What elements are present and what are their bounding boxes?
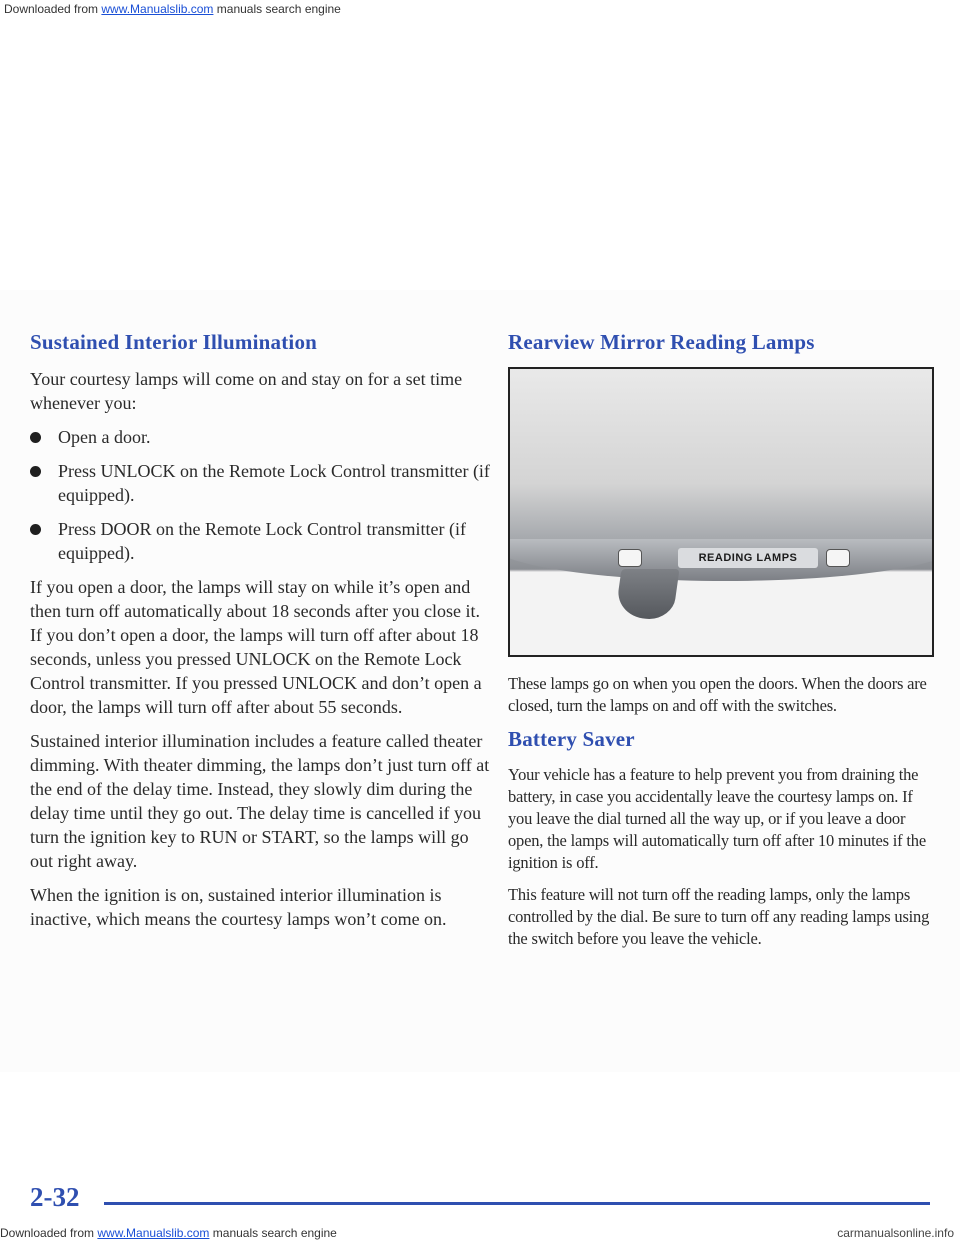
bullet-icon — [30, 466, 41, 477]
list-item: Press UNLOCK on the Remote Lock Control transmitter (if equipped). — [30, 459, 490, 507]
banner-suffix: manuals search engine — [209, 1226, 337, 1240]
manualslib-link[interactable]: www.Manualslib.com — [97, 1226, 210, 1240]
intro-paragraph: Your courtesy lamps will come on and stay on for a set time whenever you: — [30, 369, 463, 413]
bullet-list — [30, 425, 490, 565]
mirror-stem — [614, 569, 679, 619]
list-item: Open a door. — [30, 425, 490, 449]
section-heading-sustained-illumination: Sustained Interior Illumination — [30, 330, 318, 354]
list-item: Press DOOR on the Remote Lock Control transmitter (if equipped). — [30, 517, 490, 565]
body-paragraph: If you open a door, the lamps will stay on while it’s open and then turn off automatically about 18 seconds after you close it. If you don’t open a door, the lamps will turn off after about 18 seconds, unless you pressed UNLOCK on the Remote Lock Control transmitter. If you pressed UNLOCK and don’t open a door, the lamps will turn off after about 55 seconds. — [30, 577, 482, 717]
download-banner — [0, 0, 960, 22]
watermark: carmanualsonline.info — [837, 1226, 954, 1240]
right-column — [508, 330, 938, 960]
body-paragraph: Sustained interior illumination includes a feature called theater dimming. With theater dimming, the lamps don’t just turn off at the end of the delay time. Instead, they slowly dim during the delay time until they go out. The delay time is cancelled if you turn the ignition key to RUN or START, so the lamps will go out right away. — [30, 731, 490, 871]
body-paragraph: When the ignition is on, sustained interior illumination is inactive, which means the courtesy lamps won’t come on. — [30, 885, 447, 929]
reading-lamp-left-icon — [618, 549, 642, 567]
page-number: 2-32 — [30, 1182, 80, 1212]
bullet-icon — [30, 524, 41, 535]
manualslib-link[interactable]: www.Manualslib.com — [101, 2, 214, 16]
bullet-icon — [30, 432, 41, 443]
reading-lamp-right-icon — [826, 549, 850, 567]
manual-page — [0, 290, 960, 1212]
page-footer — [0, 1180, 960, 1220]
banner-prefix: Downloaded from — [0, 1226, 98, 1240]
section-heading-rearview-mirror-lamps: Rearview Mirror Reading Lamps — [508, 330, 815, 354]
body-paragraph: Your vehicle has a feature to help prevent you from draining the battery, in case you accidentally leave the courtesy lamps on. If you leave the dial turned all the way up, or if you leave a door open, the lamps will automatically turn off after 10 minutes if the ignition is off. — [508, 765, 926, 872]
left-column — [30, 330, 490, 941]
body-paragraph: This feature will not turn off the reading lamps, only the lamps controlled by the dial. Be sure to turn off any reading lamps using the switch before you leave the vehicle. — [508, 885, 930, 948]
footer-rule — [104, 1202, 930, 1205]
section-heading-battery-saver: Battery Saver — [508, 727, 635, 751]
banner-suffix: manuals search engine — [213, 2, 341, 16]
banner-prefix: Downloaded from — [4, 2, 102, 16]
mirror-reading-lamps-photo — [508, 367, 934, 657]
body-paragraph: These lamps go on when you open the doors. When the doors are closed, turn the lamps on and off with the switches. — [508, 674, 927, 715]
bottom-banner — [0, 1224, 960, 1242]
reading-lamps-label: READING LAMPS — [678, 548, 818, 568]
